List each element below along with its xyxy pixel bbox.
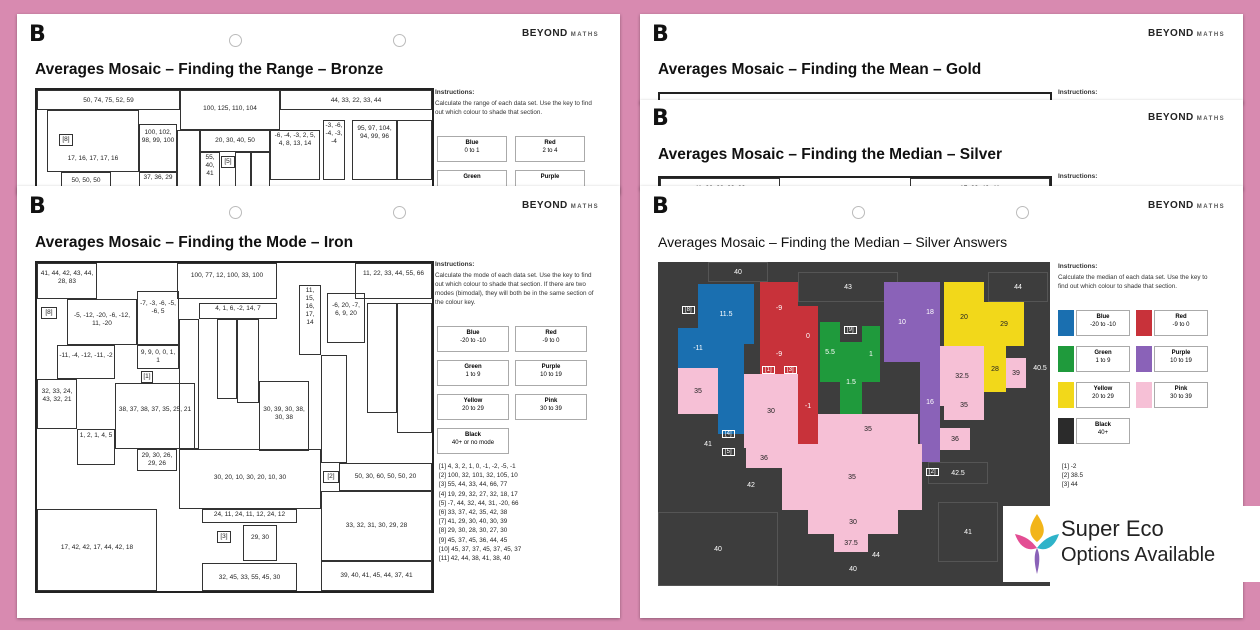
mosaic-cell: 1, 2, 1, 4, 5 [77, 429, 115, 465]
mosaic-cell: 20, 30, 40, 50 [200, 130, 270, 152]
mosaic-cell: 32, 45, 33, 55, 45, 30 [202, 563, 297, 591]
mosaic-cell: 40 [849, 565, 857, 573]
mosaic-grid [35, 88, 434, 194]
mosaic-cell: 44, 33, 22, 33, 44 [280, 90, 432, 110]
mosaic-cell: 44 [872, 551, 880, 559]
mosaic-cell: 28 [984, 346, 1006, 392]
mosaic-cell: [2] [323, 471, 339, 483]
mosaic-cell: [8] [59, 134, 73, 146]
mosaic-cell: 32, 33, 24, 43, 32, 21 [37, 379, 77, 429]
swatch-black [1058, 418, 1074, 444]
page-title: Averages Mosaic – Finding the Median – Silver Answers [658, 234, 1008, 250]
mosaic-cell: 39 [1006, 358, 1026, 388]
super-eco-badge [1003, 506, 1260, 582]
mosaic-cell: 10 [884, 282, 920, 362]
mosaic-cell: 0 [798, 306, 818, 366]
section-tag: [4] [722, 430, 735, 438]
mosaic-cell: -11, -4, -12, -11, -2 [57, 345, 115, 379]
mosaic-cell: 50, 74, 75, 52, 59 [37, 90, 180, 110]
mosaic-cell: [3] [217, 531, 231, 543]
mosaic-cell [321, 355, 347, 463]
swatch-blue [1058, 310, 1074, 336]
mosaic-cell: 37.5 [834, 534, 868, 552]
mosaic-cell [177, 130, 200, 194]
mosaic-cell [367, 303, 397, 413]
mosaic-cell: 39, 40, 41, 45, 44, 37, 41 [321, 561, 432, 591]
mosaic-cell: 43 [798, 272, 898, 302]
punch-hole [393, 206, 406, 219]
data-sets-list: [1] 4, 3, 2, 1, 0, -1, -2, -5, -1 [2] 100, 32, 101, 32, 105, 10 [3] 55, 44, 33, 44, 66, 77 [4] 19, 29, 32, 27, 32, 18, 17 [5] -7, 44, 32, 44, 31, -20, 66 [6] 33, 37, 42, 35, 42, 38 [7] 41, 29, 30, 40, 30, 39 [8] 29, 30, 28, 30, 27, 30 [9] 45, 37, 45, 36, 44, 45 [10] 45, 37, 37, 45, 37, 45, 37 [11] 42, 44, 38, 41, 38, 40 [439, 463, 522, 563]
mosaic-cell: 41 [704, 440, 712, 448]
mosaic-cell: 1 [862, 326, 880, 382]
key-pink: Pink 30 to 39 [1154, 382, 1208, 408]
key-green: Green 1 to 9 [437, 360, 509, 386]
section-tag: [9] [844, 326, 857, 334]
key-yellow: Yellow 20 to 29 [437, 394, 509, 420]
mosaic-cell: [8] [41, 307, 57, 319]
mosaic-cell: 41 [938, 502, 998, 562]
logo-icon: B [652, 194, 669, 219]
section-tag: [1] [762, 366, 775, 374]
mosaic-cell: -6, 20, -7, 6, 9, 20 [327, 293, 365, 343]
key-black: Black 40+ or no mode [437, 428, 509, 454]
key-purple: Purple [515, 170, 585, 194]
answers-list: [1] -2 [2] 38.5 [3] 44 [1062, 463, 1084, 489]
eco-line-2: Options Available [1061, 544, 1216, 566]
key-red: Red 2 to 4 [515, 136, 585, 162]
mosaic-cell: 40 [708, 262, 768, 282]
key-green: Green 1 to 9 [1076, 346, 1130, 372]
mosaic-cell: 30, 39, 30, 38, 30, 38 [259, 381, 309, 451]
mosaic-cell: 17, 16, 17, 17, 16 [47, 110, 139, 172]
key-purple: Purple 10 to 19 [1154, 346, 1208, 372]
mosaic-cell: 11.5 [698, 284, 754, 344]
instructions: Instructions: Calculate the median of each data set. Use the key to find out which colour to shade that section. [1058, 263, 1208, 290]
page-title: Averages Mosaic – Finding the Range – Bronze [35, 61, 384, 78]
mosaic-cell: 11, 15, 16, 17, 14 [299, 285, 321, 355]
logo-icon: B [652, 106, 669, 131]
mosaic-cell [718, 344, 744, 434]
mosaic-cell: 100, 102, 98, 99, 100 [139, 124, 177, 172]
swatch-green [1058, 346, 1074, 372]
page-title: Averages Mosaic – Finding the Mean – Gold [658, 61, 982, 78]
mosaic-cell: 4, 1, 6, -2, 14, 7 [199, 303, 277, 319]
mosaic-cell: -5, -12, -20, -6, -12, 11, -20 [67, 299, 137, 345]
key-red: Red -9 to 0 [1154, 310, 1208, 336]
punch-hole [1016, 206, 1029, 219]
mosaic-cell: 35 [678, 368, 718, 414]
punch-hole [229, 34, 242, 47]
mosaic-cell: -11 [678, 328, 718, 368]
mosaic-cell: 1.5 [840, 342, 862, 422]
eco-line-1: Super Eco [1061, 516, 1164, 541]
logo-icon: B [29, 194, 46, 219]
mosaic-cell: 50, 30, 60, 50, 50, 20 [339, 463, 432, 491]
mosaic-cell: 41, 44, 42, 43, 44, 28, 83 [37, 263, 97, 299]
mosaic-cell: 36 [746, 448, 782, 468]
mosaic-cell: 29 [984, 302, 1024, 346]
brand-name: BEYOND MATHS [1148, 200, 1226, 211]
key-purple: Purple 10 to 19 [515, 360, 587, 386]
mosaic-cell [397, 303, 432, 433]
mosaic-cell: 9, 9, 0, 0, 1, 1 [137, 345, 179, 369]
punch-hole [852, 206, 865, 219]
instructions: Instructions: [1058, 89, 1098, 96]
mosaic-cell: -3, -6, -4, -3, -4 [323, 120, 345, 180]
key-red: Red -9 to 0 [515, 326, 587, 352]
mosaic-cell: 29, 30, 26, 29, 26 [137, 449, 177, 471]
section-tag: [3] [784, 366, 797, 374]
key-yellow: Yellow 20 to 29 [1076, 382, 1130, 408]
mosaic-cell: 35 [782, 444, 922, 510]
mosaic-cell: [5] [221, 156, 235, 168]
key-pink: Pink 30 to 39 [515, 394, 587, 420]
mosaic-cell: 44 [988, 272, 1048, 302]
brand-name: BEYOND MATHS [522, 28, 600, 39]
mosaic-cell: -9 [760, 334, 798, 374]
mosaic-cell: 95, 97, 104, 94, 99, 96 [352, 120, 397, 180]
silver-worksheet [640, 100, 1243, 190]
mosaic-cell: 20 [944, 282, 984, 352]
logo-icon: B [652, 22, 669, 47]
iron-worksheet [17, 186, 620, 618]
key-green: Green [437, 170, 507, 194]
mosaic-cell: 50, 50, 50 [61, 172, 111, 194]
swatch-pink [1136, 382, 1152, 408]
coloured-mosaic [658, 262, 1050, 586]
mosaic-cell: 38, 37, 38, 37, 35, 25, 21 [115, 383, 195, 449]
mosaic-cell: 30 [808, 510, 898, 534]
mosaic-cell: 5.5 [820, 322, 840, 382]
mosaic-cell: 30, 20, 10, 30, 20, 10, 30 [179, 449, 321, 509]
swatch-yellow [1058, 382, 1074, 408]
mosaic-cell: -7, -3, -6, -5, -6, 5 [137, 291, 179, 345]
mosaic-cell: 16 [920, 342, 940, 462]
mosaic-cell: -6, -4, -3, 2, 5, 4, 8, 13, 14 [270, 130, 320, 180]
mosaic-cell: [1] [141, 371, 153, 383]
eco-drop-icon [1009, 512, 1065, 576]
mosaic-cell [237, 319, 259, 403]
mosaic-cell: -1 [798, 366, 818, 446]
swatch-purple [1136, 346, 1152, 372]
key-black: Black 40+ [1076, 418, 1130, 444]
page-title: Averages Mosaic – Finding the Mode – Iron [35, 234, 354, 251]
mosaic-cell [397, 120, 432, 180]
mosaic-cell: 40.5 [1033, 364, 1047, 372]
key-blue: Blue -20 to -10 [437, 326, 509, 352]
mosaic-cell: 30 [744, 374, 798, 448]
mosaic-cell: -9 [760, 282, 798, 334]
mosaic-cell [179, 319, 199, 449]
mosaic-cell [217, 319, 237, 399]
brand-name: BEYOND MATHS [522, 200, 600, 211]
mosaic-cell: 33, 32, 31, 30, 29, 28 [321, 491, 432, 561]
bronze-worksheet [17, 14, 620, 194]
mosaic-cell: 35 [818, 414, 918, 444]
instructions: Instructions: Calculate the range of each data set. Use the key to find out which colour to shade that section. [435, 89, 592, 116]
logo-icon: B [29, 22, 46, 47]
punch-hole [393, 34, 406, 47]
mosaic-cell: 40 [658, 512, 778, 586]
brand-name: BEYOND MATHS [1148, 112, 1226, 123]
mosaic-cell: 36 [940, 428, 970, 450]
mosaic-cell: 35 [944, 390, 984, 420]
page-title: Averages Mosaic – Finding the Median – Silver [658, 146, 1002, 163]
mosaic-cell: 42 [747, 481, 755, 489]
mosaic-cell: 11, 22, 33, 44, 55, 66 [355, 263, 432, 299]
brand-name: BEYOND MATHS [1148, 28, 1226, 39]
instructions: Instructions: Calculate the mode of each data set. Use the key to find out which colour to shade that section. If there are two modes (bimodal), they will both be in the same section of the colour key. [435, 261, 594, 306]
mosaic-cell: 32.5 [940, 346, 984, 406]
mosaic-cell: 100, 77, 12, 100, 33, 100 [177, 263, 277, 299]
section-tag: [5] [722, 448, 735, 456]
key-blue: Blue -20 to -10 [1076, 310, 1130, 336]
gold-worksheet [640, 14, 1243, 104]
section-tag: [2] [926, 468, 939, 476]
mosaic-cell: 42.5 [928, 462, 988, 484]
section-tag: [8] [682, 306, 695, 314]
mosaic-cell: 18 [920, 282, 940, 342]
punch-hole [229, 206, 242, 219]
mosaic-cell: 29, 30 [243, 525, 277, 561]
instructions: Instructions: [1058, 173, 1098, 180]
swatch-red [1136, 310, 1152, 336]
mosaic-cell: 24, 11, 24, 11, 12, 24, 12 [202, 509, 297, 523]
mosaic-cell: 55, 40, 41 [200, 152, 220, 194]
mosaic-cell: 100, 125, 110, 104 [180, 90, 280, 130]
key-blue: Blue 0 to 1 [437, 136, 507, 162]
mosaic-cell: 17, 42, 42, 17, 44, 42, 18 [37, 509, 157, 591]
mosaic-cell: 37, 36, 29 [139, 172, 177, 194]
mosaic-grid [35, 261, 434, 593]
